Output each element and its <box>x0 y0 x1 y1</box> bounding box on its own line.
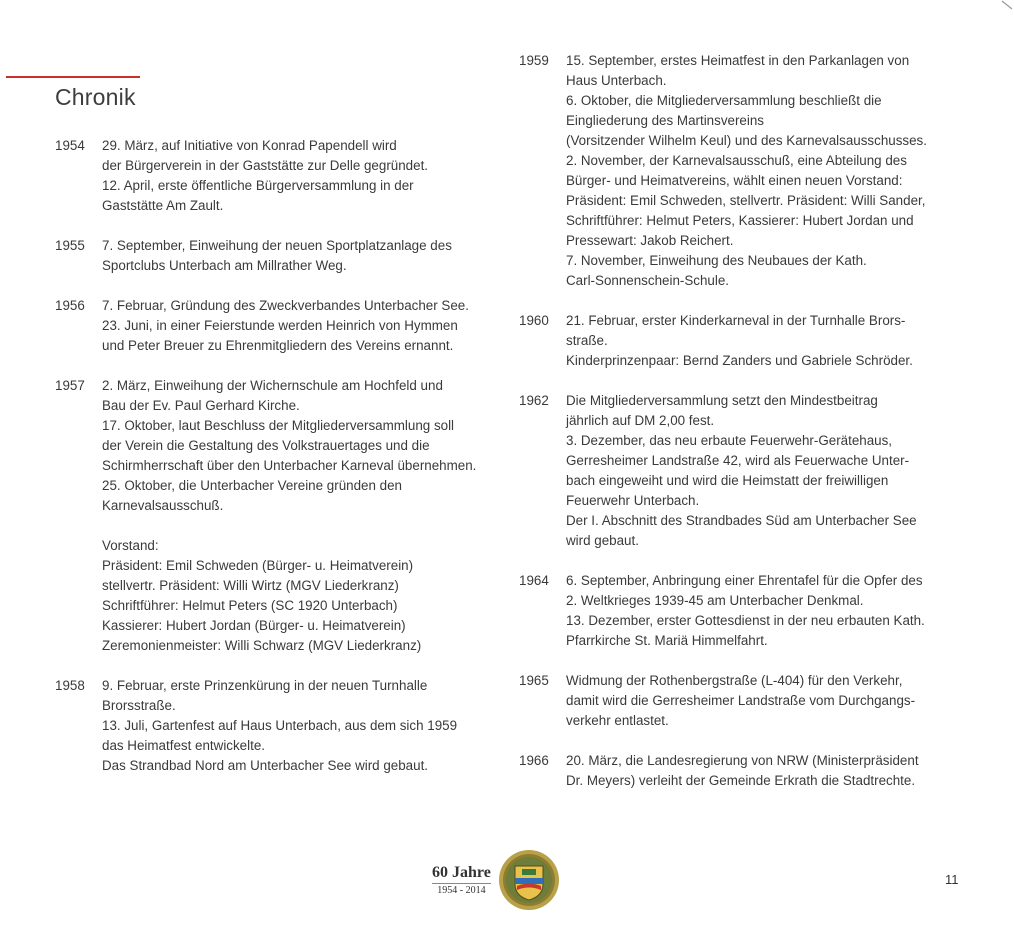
chronicle-entry <box>55 136 500 216</box>
page-title: Chronik <box>55 84 136 110</box>
entry-year: 1964 <box>519 573 549 588</box>
entry-line: 21. Februar, erster Kinderkarneval in der Turnhalle Brors- <box>566 313 906 328</box>
chronicle-entry <box>55 296 500 356</box>
entry-line: 15. September, erstes Heimatfest in den Parkanlagen von <box>566 53 910 68</box>
entry-line: Gaststätte Am Zault. <box>102 198 224 213</box>
entry-line: wird gebaut. <box>566 533 639 548</box>
entry-line: jährlich auf DM 2,00 fest. <box>566 413 715 428</box>
chronicle-entry <box>519 51 969 291</box>
chronicle-left-column <box>55 136 500 796</box>
entry-line: Dr. Meyers) verleiht der Gemeinde Erkrath die Stadtrechte. <box>566 773 916 788</box>
entry-line: Die Mitgliederversammlung setzt den Mindestbeitrag <box>566 393 878 408</box>
entry-line: 6. September, Anbringung einer Ehrentafel für die Opfer des <box>566 573 923 588</box>
entry-line: Bürger- und Heimatvereins, wählt einen neuen Vorstand: <box>566 173 903 188</box>
entry-line: Zeremonienmeister: Willi Schwarz (MGV Liederkranz) <box>102 638 422 653</box>
anniversary-logo <box>432 848 563 912</box>
entry-line: Sportclubs Unterbach am Millrather Weg. <box>102 258 347 273</box>
entry-line: Schirmherrschaft über den Unterbacher Karneval übernehmen. <box>102 458 477 473</box>
entry-line: 29. März, auf Initiative von Konrad Papendell wird <box>102 138 397 153</box>
entry-line: Kassierer: Hubert Jordan (Bürger- u. Heimatverein) <box>102 618 406 633</box>
entry-year: 1957 <box>55 378 85 393</box>
chronicle-entry <box>519 571 969 651</box>
entry-line: 2. Weltkrieges 1939-45 am Unterbacher Denkmal. <box>566 593 864 608</box>
entry-line: Präsident: Emil Schweden (Bürger- u. Heimatverein) <box>102 558 414 573</box>
entry-year: 1959 <box>519 53 549 68</box>
chronicle-entry <box>519 311 969 371</box>
entry-year: 1958 <box>55 678 85 693</box>
entry-line: Haus Unterbach. <box>566 73 667 88</box>
entry-body <box>102 376 500 656</box>
entry-line: Kinderprinzenpaar: Bernd Zanders und Gabriele Schröder. <box>566 353 913 368</box>
entry-line: verkehr entlastet. <box>566 713 669 728</box>
entry-line: straße. <box>566 333 608 348</box>
entry-line: Eingliederung des Martinsvereins <box>566 113 764 128</box>
entry-year: 1954 <box>55 138 85 153</box>
entry-body <box>566 671 969 731</box>
anniversary-logo-text <box>432 864 491 896</box>
entry-year: 1962 <box>519 393 549 408</box>
entry-line: Präsident: Emil Schweden, stellvertr. Präsident: Willi Sander, <box>566 193 926 208</box>
entry-year: 1966 <box>519 753 549 768</box>
entry-line: 20. März, die Landesregierung von NRW (Ministerpräsident <box>566 753 919 768</box>
entry-line: Widmung der Rothenbergstraße (L-404) für den Verkehr, <box>566 673 903 688</box>
entry-year: 1956 <box>55 298 85 313</box>
entry-year: 1955 <box>55 238 85 253</box>
entry-line: bach eingeweiht und wird die Heimstatt der freiwilligen <box>566 473 889 488</box>
entry-line: Carl-Sonnenschein-Schule. <box>566 273 730 288</box>
entry-body <box>566 391 969 551</box>
title-accent-rule <box>6 76 140 78</box>
entry-line: damit wird die Gerresheimer Landstraße vom Durchgangs- <box>566 693 916 708</box>
entry-line: Brorsstraße. <box>102 698 176 713</box>
chronicle-entry <box>519 391 969 551</box>
anniversary-range: 1954 - 2014 <box>437 885 486 896</box>
entry-line: Pfarrkirche St. Mariä Himmelfahrt. <box>566 633 768 648</box>
entry-line: 2. März, Einweihung der Wichernschule am Hochfeld und <box>102 378 443 393</box>
entry-line: Bau der Ev. Paul Gerhard Kirche. <box>102 398 300 413</box>
entry-year: 1960 <box>519 313 549 328</box>
entry-body <box>102 296 500 356</box>
entry-line: 9. Februar, erste Prinzenkürung in der neuen Turnhalle <box>102 678 428 693</box>
entry-line: 6. Oktober, die Mitgliederversammlung beschließt die <box>566 93 882 108</box>
chronicle-entry <box>519 671 969 731</box>
entry-line: Das Strandbad Nord am Unterbacher See wird gebaut. <box>102 758 429 773</box>
entry-line: 13. Juli, Gartenfest auf Haus Unterbach, aus dem sich 1959 <box>102 718 458 733</box>
entry-body <box>566 571 969 651</box>
entry-line: der Verein die Gestaltung des Volkstrauertages und die <box>102 438 430 453</box>
entry-body <box>566 51 969 291</box>
entry-body <box>102 676 500 776</box>
chronicle-entry <box>55 236 500 276</box>
anniversary-title: 60 Jahre <box>432 864 491 884</box>
entry-line: 2. November, der Karnevalsausschuß, eine Abteilung des <box>566 153 907 168</box>
entry-line: der Bürgerverein in der Gaststätte zur Delle gegründet. <box>102 158 429 173</box>
coat-of-arms-icon <box>495 848 563 912</box>
entry-line: 3. Dezember, das neu erbaute Feuerwehr-Gerätehaus, <box>566 433 893 448</box>
entry-line: 25. Oktober, die Unterbacher Vereine gründen den <box>102 478 403 493</box>
entry-line: 17. Oktober, laut Beschluss der Mitgliederversammlung soll <box>102 418 455 433</box>
chronicle-right-column <box>519 51 969 811</box>
entry-line: Schriftführer: Helmut Peters (SC 1920 Unterbach) <box>102 598 398 613</box>
chronicle-entry <box>55 376 500 656</box>
entry-line: Vorstand: <box>102 538 159 553</box>
entry-line: 12. April, erste öffentliche Bürgerversammlung in der <box>102 178 414 193</box>
chronicle-entry <box>519 751 969 791</box>
page-corner-decoration <box>1000 0 1014 10</box>
page-number: 11 <box>945 872 959 887</box>
entry-line: Der I. Abschnitt des Strandbades Süd am Unterbacher See <box>566 513 917 528</box>
entry-line: das Heimatfest entwickelte. <box>102 738 265 753</box>
entry-line: Pressewart: Jakob Reichert. <box>566 233 734 248</box>
entry-line: Karnevalsausschuß. <box>102 498 224 513</box>
entry-line: 7. November, Einweihung des Neubaues der Kath. <box>566 253 867 268</box>
entry-line: Gerresheimer Landstraße 42, wird als Feuerwache Unter- <box>566 453 910 468</box>
entry-line: und Peter Breuer zu Ehrenmitgliedern des Vereins ernannt. <box>102 338 454 353</box>
entry-body <box>102 136 500 216</box>
entry-line: (Vorsitzender Wilhelm Keul) und des Karnevalsausschusses. <box>566 133 927 148</box>
entry-body <box>566 311 969 371</box>
entry-line: 7. September, Einweihung der neuen Sportplatzanlage des <box>102 238 452 253</box>
entry-year: 1965 <box>519 673 549 688</box>
entry-line: 13. Dezember, erster Gottesdienst in der neu erbauten Kath. <box>566 613 925 628</box>
entry-body <box>566 751 969 791</box>
entry-line: 7. Februar, Gründung des Zweckverbandes Unterbacher See. <box>102 298 469 313</box>
entry-body <box>102 236 500 276</box>
entry-line: Schriftführer: Helmut Peters, Kassierer: Hubert Jordan und <box>566 213 914 228</box>
entry-line: Feuerwehr Unterbach. <box>566 493 700 508</box>
chronicle-entry <box>55 676 500 776</box>
entry-line: 23. Juni, in einer Feierstunde werden Heinrich von Hymmen <box>102 318 458 333</box>
entry-spacer <box>102 516 500 536</box>
entry-line: stellvertr. Präsident: Willi Wirtz (MGV Liederkranz) <box>102 578 399 593</box>
